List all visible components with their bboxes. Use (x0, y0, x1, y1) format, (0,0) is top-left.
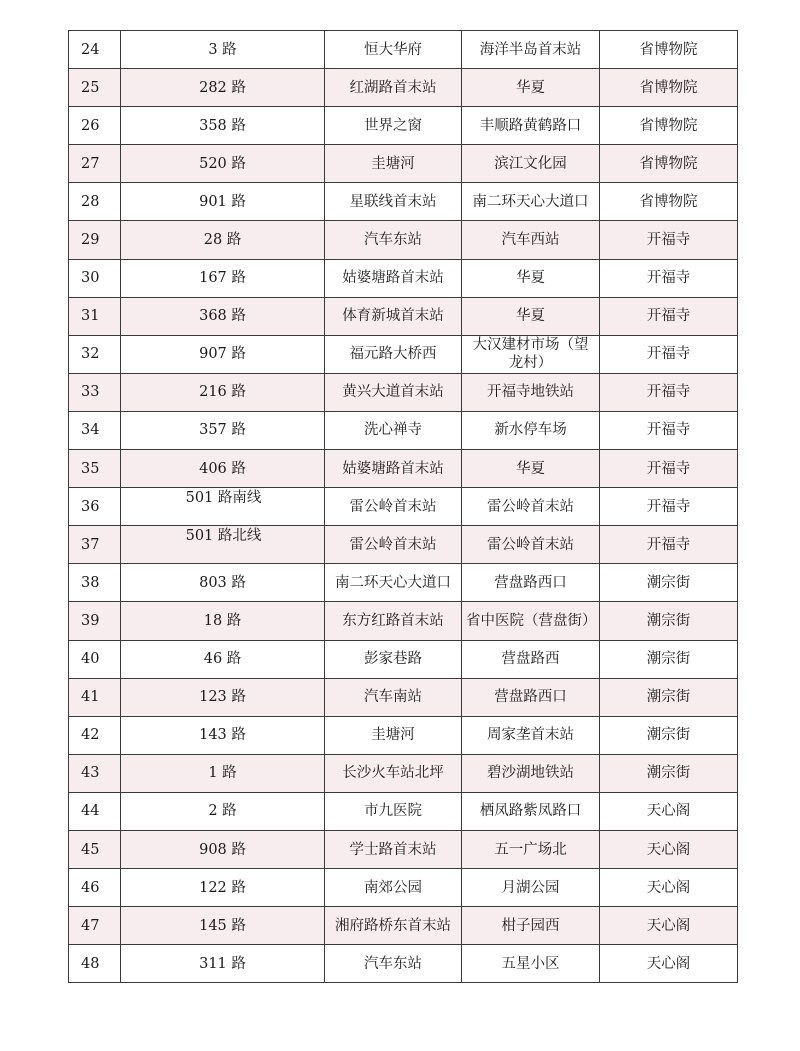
row-number-cell (69, 716, 121, 754)
route-name-cell (121, 754, 325, 792)
route-name: 122 路 (199, 879, 246, 896)
route-name-cell (121, 792, 325, 830)
table-row (69, 640, 738, 678)
row-number: 40 (81, 651, 100, 668)
nearby-stop-cell (600, 830, 738, 868)
end-station-cell (462, 830, 600, 868)
table-row (69, 335, 738, 373)
end-station: 华夏 (516, 308, 545, 325)
start-station-cell (325, 754, 462, 792)
nearby-stop-cell (600, 373, 738, 411)
row-number-cell (69, 869, 121, 907)
row-number: 46 (81, 879, 100, 896)
row-number: 25 (81, 79, 100, 96)
end-station: 丰顺路黄鹤路口 (479, 117, 582, 134)
start-station: 东方红路首末站 (342, 612, 444, 629)
nearby-stop-cell (600, 145, 738, 183)
start-station: 南二环天心大道口 (335, 574, 451, 591)
row-number-cell (69, 297, 121, 335)
route-name-cell (121, 259, 325, 297)
start-station-cell (325, 830, 462, 868)
end-station: 开福寺地铁站 (487, 384, 574, 401)
nearby-stop-cell (600, 526, 738, 564)
start-station: 星联线首末站 (349, 193, 437, 210)
end-station: 大汉建材市场（望龙村） (472, 337, 589, 372)
row-number-cell (69, 488, 121, 526)
nearby-stop: 潮宗街 (646, 612, 691, 629)
end-station-cell (462, 907, 600, 945)
route-name: 216 路 (199, 384, 246, 401)
start-station: 福元路大桥西 (349, 346, 437, 363)
end-station-cell (462, 69, 600, 107)
table-row (69, 373, 738, 411)
nearby-stop: 开福寺 (646, 460, 691, 477)
nearby-stop: 天心阁 (646, 841, 691, 858)
route-name-cell (121, 830, 325, 868)
route-name-cell (121, 526, 325, 564)
start-station: 体育新城首末站 (342, 308, 444, 325)
end-station: 华夏 (516, 79, 545, 96)
table-row (69, 678, 738, 716)
end-station-cell (462, 564, 600, 602)
start-station-cell (325, 945, 462, 983)
route-name: 907 路 (199, 346, 246, 363)
start-station-cell (325, 31, 462, 69)
end-station-cell (462, 31, 600, 69)
end-station: 柑子园西 (501, 917, 560, 934)
start-station-cell (325, 869, 462, 907)
nearby-stop-cell (600, 678, 738, 716)
route-name: 501 路南线 (185, 490, 262, 507)
start-station: 姑婆塘路首末站 (342, 460, 444, 477)
end-station-cell (462, 945, 600, 983)
row-number: 47 (81, 917, 100, 934)
row-number-cell (69, 31, 121, 69)
nearby-stop-cell (600, 945, 738, 983)
end-station: 周家垄首末站 (487, 727, 574, 744)
start-station-cell (325, 564, 462, 602)
route-name-cell (121, 297, 325, 335)
end-station: 省中医院（营盘街） (466, 612, 597, 629)
end-station: 五一广场北 (494, 841, 567, 858)
nearby-stop: 开福寺 (646, 422, 691, 439)
row-number-cell (69, 754, 121, 792)
row-number-cell (69, 183, 121, 221)
row-number-cell (69, 640, 121, 678)
start-station-cell (325, 907, 462, 945)
end-station-cell (462, 640, 600, 678)
route-name: 1 路 (208, 765, 237, 782)
end-station: 五星小区 (501, 955, 560, 972)
nearby-stop-cell (600, 259, 738, 297)
row-number: 37 (81, 536, 100, 553)
start-station: 汽车东站 (364, 955, 422, 972)
row-number: 27 (81, 155, 100, 172)
table-row (69, 31, 738, 69)
row-number: 42 (81, 727, 100, 744)
end-station: 雷公岭首末站 (487, 498, 574, 515)
end-station: 营盘路西口 (494, 574, 567, 591)
table-row (69, 297, 738, 335)
bus-route-table (68, 30, 738, 983)
start-station: 南郊公园 (364, 879, 422, 896)
row-number: 26 (81, 117, 100, 134)
start-station-cell (325, 335, 462, 373)
route-name-cell (121, 183, 325, 221)
table-row (69, 259, 738, 297)
nearby-stop: 开福寺 (646, 346, 691, 363)
nearby-stop: 潮宗街 (646, 689, 691, 706)
route-name: 406 路 (199, 460, 246, 477)
start-station-cell (325, 716, 462, 754)
nearby-stop-cell (600, 640, 738, 678)
end-station: 月湖公园 (501, 879, 560, 896)
nearby-stop: 开福寺 (646, 270, 691, 287)
nearby-stop: 潮宗街 (646, 574, 691, 591)
nearby-stop-cell (600, 869, 738, 907)
nearby-stop: 省博物院 (639, 79, 698, 96)
route-name: 803 路 (199, 574, 246, 591)
table-row (69, 945, 738, 983)
row-number-cell (69, 945, 121, 983)
nearby-stop-cell (600, 31, 738, 69)
nearby-stop-cell (600, 297, 738, 335)
route-name: 46 路 (203, 651, 242, 668)
route-name: 901 路 (199, 193, 246, 210)
table-body (69, 31, 738, 983)
row-number: 48 (81, 955, 100, 972)
route-name-cell (121, 869, 325, 907)
row-number-cell (69, 526, 121, 564)
start-station-cell (325, 678, 462, 716)
row-number: 24 (81, 41, 100, 58)
row-number: 36 (81, 498, 100, 515)
end-station-cell (462, 221, 600, 259)
end-station-cell (462, 869, 600, 907)
route-name-cell (121, 716, 325, 754)
nearby-stop-cell (600, 754, 738, 792)
row-number-cell (69, 450, 121, 488)
nearby-stop: 省博物院 (639, 117, 698, 134)
route-name-cell (121, 145, 325, 183)
nearby-stop-cell (600, 488, 738, 526)
row-number: 34 (81, 422, 100, 439)
row-number: 38 (81, 574, 100, 591)
table-row (69, 792, 738, 830)
route-name: 358 路 (199, 117, 246, 134)
row-number: 35 (81, 460, 100, 477)
route-name: 167 路 (199, 270, 246, 287)
nearby-stop: 开福寺 (646, 536, 691, 553)
start-station: 姑婆塘路首末站 (342, 270, 444, 287)
row-number: 31 (81, 308, 100, 325)
row-number-cell (69, 221, 121, 259)
route-name-cell (121, 640, 325, 678)
route-name-cell (121, 564, 325, 602)
start-station-cell (325, 488, 462, 526)
start-station-cell (325, 183, 462, 221)
row-number: 41 (81, 689, 100, 706)
end-station-cell (462, 411, 600, 449)
start-station: 雷公岭首末站 (349, 536, 437, 553)
end-station-cell (462, 259, 600, 297)
end-station: 营盘路西口 (494, 689, 567, 706)
table-row (69, 602, 738, 640)
route-name: 28 路 (203, 232, 242, 249)
route-name: 357 路 (199, 422, 246, 439)
start-station-cell (325, 107, 462, 145)
route-name: 501 路北线 (185, 528, 262, 545)
route-name-cell (121, 107, 325, 145)
start-station-cell (325, 69, 462, 107)
start-station: 圭塘河 (371, 155, 415, 172)
nearby-stop: 潮宗街 (646, 765, 691, 782)
nearby-stop: 天心阁 (646, 803, 691, 820)
nearby-stop: 潮宗街 (646, 727, 691, 744)
end-station-cell (462, 526, 600, 564)
end-station-cell (462, 335, 600, 373)
row-number: 33 (81, 384, 100, 401)
route-name-cell (121, 488, 325, 526)
end-station: 碧沙湖地铁站 (487, 765, 574, 782)
nearby-stop-cell (600, 411, 738, 449)
table-row (69, 411, 738, 449)
end-station-cell (462, 488, 600, 526)
start-station-cell (325, 450, 462, 488)
route-name-cell (121, 31, 325, 69)
end-station: 新水停车场 (494, 422, 567, 439)
table-row (69, 145, 738, 183)
start-station-cell (325, 602, 462, 640)
nearby-stop-cell (600, 602, 738, 640)
row-number: 30 (81, 270, 100, 287)
end-station-cell (462, 450, 600, 488)
row-number: 28 (81, 193, 100, 210)
row-number-cell (69, 907, 121, 945)
start-station-cell (325, 259, 462, 297)
end-station-cell (462, 183, 600, 221)
start-station: 黄兴大道首末站 (342, 384, 444, 401)
row-number-cell (69, 602, 121, 640)
end-station: 南二环天心大道口 (472, 193, 589, 210)
row-number: 44 (81, 803, 100, 820)
start-station: 彭家巷路 (364, 651, 422, 668)
nearby-stop: 省博物院 (639, 155, 698, 172)
end-station: 汽车西站 (501, 232, 560, 249)
start-station: 雷公岭首末站 (349, 498, 437, 515)
route-name-cell (121, 411, 325, 449)
nearby-stop: 省博物院 (639, 193, 698, 210)
row-number-cell (69, 373, 121, 411)
end-station: 海洋半岛首末站 (479, 41, 582, 58)
row-number: 39 (81, 612, 100, 629)
table-row (69, 564, 738, 602)
row-number-cell (69, 69, 121, 107)
table-row (69, 830, 738, 868)
nearby-stop: 省博物院 (639, 41, 698, 58)
nearby-stop: 开福寺 (646, 384, 691, 401)
end-station-cell (462, 107, 600, 145)
start-station: 圭塘河 (371, 727, 415, 744)
end-station: 营盘路西 (501, 651, 560, 668)
start-station: 湘府路桥东首末站 (335, 917, 451, 934)
nearby-stop-cell (600, 564, 738, 602)
route-name: 368 路 (199, 308, 246, 325)
table-row (69, 907, 738, 945)
table-row (69, 716, 738, 754)
start-station: 世界之窗 (364, 117, 422, 134)
end-station-cell (462, 602, 600, 640)
row-number-cell (69, 678, 121, 716)
table-row (69, 869, 738, 907)
end-station: 华夏 (516, 270, 545, 287)
row-number: 45 (81, 841, 100, 858)
row-number-cell (69, 335, 121, 373)
nearby-stop: 天心阁 (646, 879, 691, 896)
nearby-stop-cell (600, 183, 738, 221)
route-name: 3 路 (208, 41, 237, 58)
table-row (69, 754, 738, 792)
start-station-cell (325, 526, 462, 564)
end-station-cell (462, 716, 600, 754)
nearby-stop-cell (600, 716, 738, 754)
start-station-cell (325, 411, 462, 449)
nearby-stop-cell (600, 907, 738, 945)
start-station: 恒大华府 (364, 41, 422, 58)
end-station: 栖凤路紫凤路口 (479, 803, 582, 820)
start-station: 市九医院 (364, 803, 422, 820)
nearby-stop-cell (600, 107, 738, 145)
table-row (69, 526, 738, 564)
route-name: 18 路 (203, 612, 242, 629)
start-station: 汽车南站 (364, 689, 422, 706)
route-name-cell (121, 678, 325, 716)
route-name: 908 路 (199, 841, 246, 858)
row-number: 29 (81, 232, 100, 249)
nearby-stop: 天心阁 (646, 955, 691, 972)
route-name-cell (121, 69, 325, 107)
end-station: 滨江文化园 (494, 155, 567, 172)
table-row (69, 107, 738, 145)
route-name: 145 路 (199, 917, 246, 934)
nearby-stop-cell (600, 221, 738, 259)
table-row (69, 183, 738, 221)
route-name: 311 路 (199, 955, 246, 972)
row-number: 43 (81, 765, 100, 782)
end-station-cell (462, 297, 600, 335)
table-row (69, 450, 738, 488)
nearby-stop-cell (600, 69, 738, 107)
row-number-cell (69, 107, 121, 145)
row-number-cell (69, 259, 121, 297)
end-station: 华夏 (516, 460, 545, 477)
route-name: 520 路 (199, 155, 246, 172)
row-number: 32 (81, 346, 100, 363)
start-station-cell (325, 145, 462, 183)
row-number-cell (69, 792, 121, 830)
nearby-stop: 开福寺 (646, 498, 691, 515)
start-station: 长沙火车站北坪 (342, 765, 444, 782)
start-station-cell (325, 297, 462, 335)
route-name-cell (121, 907, 325, 945)
route-name: 282 路 (199, 79, 246, 96)
table-row (69, 221, 738, 259)
nearby-stop-cell (600, 450, 738, 488)
table-row (69, 488, 738, 526)
nearby-stop: 天心阁 (646, 917, 691, 934)
route-name-cell (121, 335, 325, 373)
nearby-stop-cell (600, 792, 738, 830)
start-station-cell (325, 640, 462, 678)
route-name: 123 路 (199, 689, 246, 706)
nearby-stop: 开福寺 (646, 308, 691, 325)
nearby-stop-cell (600, 335, 738, 373)
end-station-cell (462, 373, 600, 411)
route-name-cell (121, 221, 325, 259)
nearby-stop: 潮宗街 (646, 651, 691, 668)
start-station: 红湖路首末站 (349, 79, 437, 96)
row-number-cell (69, 564, 121, 602)
route-name-cell (121, 945, 325, 983)
route-name: 2 路 (208, 803, 237, 820)
start-station-cell (325, 373, 462, 411)
route-name-cell (121, 373, 325, 411)
end-station: 雷公岭首末站 (487, 536, 574, 553)
end-station-cell (462, 145, 600, 183)
end-station-cell (462, 754, 600, 792)
route-name-cell (121, 602, 325, 640)
row-number-cell (69, 145, 121, 183)
start-station: 汽车东站 (364, 232, 422, 249)
table-row (69, 69, 738, 107)
row-number-cell (69, 411, 121, 449)
route-name-cell (121, 450, 325, 488)
route-name: 143 路 (199, 727, 246, 744)
nearby-stop: 开福寺 (646, 232, 691, 249)
start-station: 学士路首末站 (349, 841, 437, 858)
start-station: 洗心禅寺 (364, 422, 422, 439)
start-station-cell (325, 792, 462, 830)
row-number-cell (69, 830, 121, 868)
start-station-cell (325, 221, 462, 259)
end-station-cell (462, 792, 600, 830)
end-station-cell (462, 678, 600, 716)
